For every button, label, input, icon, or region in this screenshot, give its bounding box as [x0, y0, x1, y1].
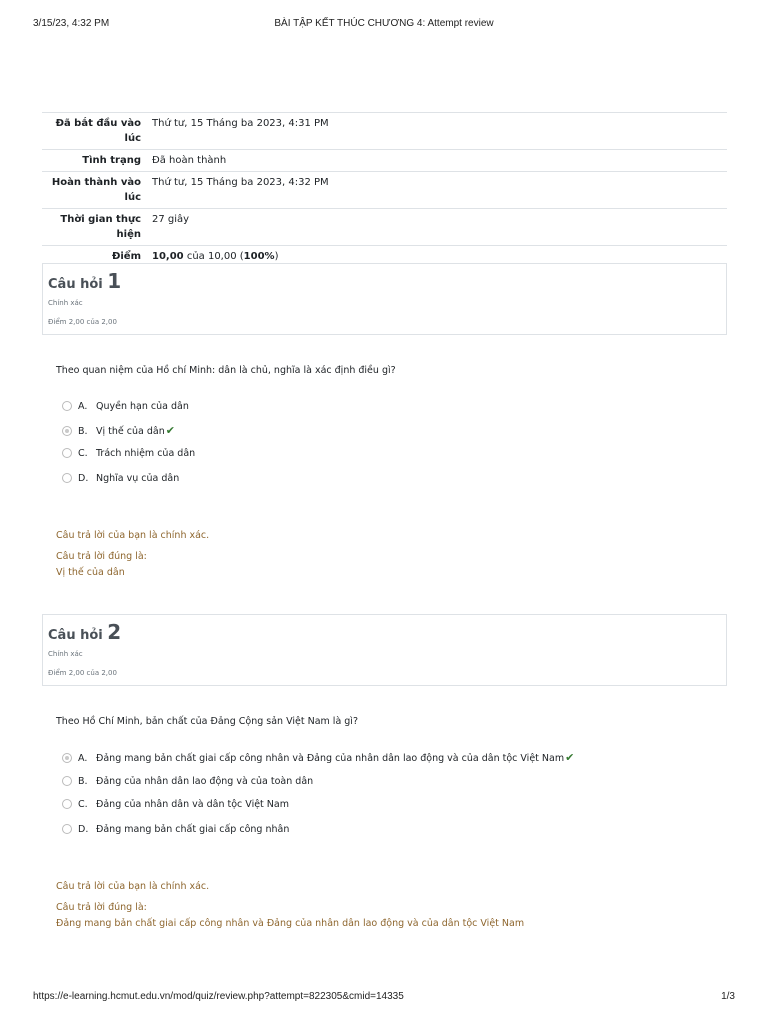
question-2-right-answer: Đảng mang bản chất giai cấp công nhân và Đảng của nhân dân lao động và của dân tộc Việt Nam	[56, 918, 525, 929]
print-datetime: 3/15/23, 4:32 PM	[33, 18, 110, 29]
radio-button[interactable]	[62, 473, 72, 483]
question-number: 2	[107, 620, 122, 644]
question-2-number	[48, 620, 121, 644]
question-2-option-a[interactable]	[62, 751, 574, 765]
summary-row-time	[42, 209, 727, 246]
summary-value-time: 27 giây	[147, 209, 727, 246]
option-text: Đảng mang bản chất giai cấp công nhân và Đảng của nhân dân lao động và của dân tộc Việt Nam	[96, 753, 565, 764]
print-title: BÀI TẬP KẾT THÚC CHƯƠNG 4: Attempt review	[274, 18, 494, 29]
attempt-summary-table	[42, 112, 727, 267]
option-letter: D.	[78, 824, 89, 835]
summary-value-started: Thứ tư, 15 Tháng ba 2023, 4:31 PM	[147, 113, 727, 150]
print-url: https://e-learning.hcmut.edu.vn/mod/quiz/review.php?attempt=822305&cmid=14335	[33, 991, 404, 1002]
print-footer	[33, 991, 735, 1005]
option-letter: B.	[78, 776, 88, 787]
grade-score: 10,00	[152, 251, 184, 262]
radio-button-checked[interactable]	[62, 753, 72, 763]
question-1-number	[48, 269, 121, 293]
question-2-right-label: Câu trả lời đúng là:	[56, 902, 147, 913]
grade-close: )	[274, 251, 279, 262]
question-1-state: Chính xác	[48, 299, 83, 307]
option-letter: D.	[78, 473, 89, 484]
question-2-option-d[interactable]	[62, 823, 289, 837]
option-text: Đảng của nhân dân và dân tộc Việt Nam	[96, 799, 289, 810]
summary-label-time: Thời gian thực hiện	[42, 209, 147, 246]
radio-button[interactable]	[62, 799, 72, 809]
summary-label-completed: Hoàn thành vào lúc	[42, 172, 147, 209]
question-2-option-c[interactable]	[62, 798, 289, 812]
question-2-feedback: Câu trả lời của bạn là chính xác.	[56, 881, 210, 892]
summary-row-completed	[42, 172, 727, 209]
summary-label-grade: Điểm	[42, 246, 147, 268]
page-number: 1/3	[721, 991, 735, 1002]
question-1-option-b[interactable]	[62, 424, 175, 438]
option-letter: C.	[78, 799, 88, 810]
radio-button[interactable]	[62, 448, 72, 458]
question-2-state: Chính xác	[48, 650, 83, 658]
print-header	[33, 18, 735, 32]
radio-button[interactable]	[62, 401, 72, 411]
summary-label-started: Đã bắt đầu vào lúc	[42, 113, 147, 150]
grade-percent: 100%	[243, 251, 275, 262]
question-2-info	[42, 614, 727, 686]
option-letter: B.	[78, 426, 88, 437]
question-label: Câu hỏi	[48, 277, 103, 292]
summary-row-state	[42, 150, 727, 172]
grade-of: của 10,00 (	[183, 251, 244, 262]
question-1-right-label: Câu trả lời đúng là:	[56, 551, 147, 562]
radio-button[interactable]	[62, 776, 72, 786]
option-text: Đảng của nhân dân lao động và của toàn dân	[96, 776, 314, 787]
summary-label-state: Tình trạng	[42, 150, 147, 172]
question-label: Câu hỏi	[48, 628, 103, 643]
question-1-feedback: Câu trả lời của bạn là chính xác.	[56, 530, 210, 541]
option-letter: A.	[78, 401, 88, 412]
option-letter: C.	[78, 448, 88, 459]
radio-button-checked[interactable]	[62, 426, 72, 436]
question-1-option-a[interactable]	[62, 400, 189, 414]
question-2-text: Theo Hồ Chí Minh, bản chất của Đảng Cộng sản Việt Nam là gì?	[56, 716, 358, 727]
question-1-right-answer: Vị thế của dân	[56, 567, 125, 578]
question-1-info	[42, 263, 727, 335]
question-1-text: Theo quan niệm của Hồ chí Minh: dân là chủ, nghĩa là xác định điều gì?	[56, 365, 396, 376]
check-icon: ✔	[165, 424, 175, 437]
summary-row-started	[42, 113, 727, 150]
summary-value-state: Đã hoàn thành	[147, 150, 727, 172]
option-text: Đảng mang bản chất giai cấp công nhân	[96, 824, 290, 835]
question-2-option-b[interactable]	[62, 775, 313, 789]
question-2-mark: Điểm 2,00 của 2,00	[48, 669, 117, 677]
check-icon: ✔	[565, 751, 575, 764]
option-text: Trách nhiệm của dân	[96, 448, 196, 459]
option-text: Nghĩa vụ của dân	[96, 473, 180, 484]
question-number: 1	[107, 269, 122, 293]
summary-value-completed: Thứ tư, 15 Tháng ba 2023, 4:32 PM	[147, 172, 727, 209]
option-text: Vị thế của dân	[96, 426, 165, 437]
question-1-option-c[interactable]	[62, 447, 195, 461]
option-text: Quyền hạn của dân	[96, 401, 189, 412]
question-1-mark: Điểm 2,00 của 2,00	[48, 318, 117, 326]
question-1-option-d[interactable]	[62, 472, 179, 486]
radio-button[interactable]	[62, 824, 72, 834]
option-letter: A.	[78, 753, 88, 764]
